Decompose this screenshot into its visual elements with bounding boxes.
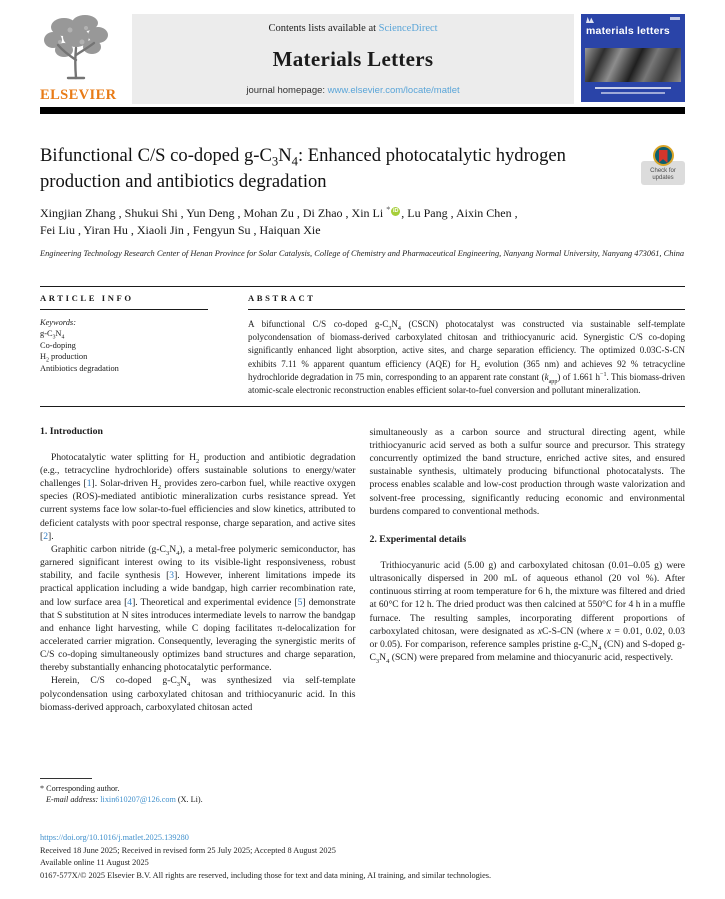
affiliation: Engineering Technology Research Center of Henan Province for Solar Catalysis, College of Chemistry and Pharmaceutical Engineering, Nanyang Normal University, Nanyang 473061, China [40, 249, 685, 259]
keywords-label: Keywords: [40, 317, 76, 327]
orcid-icon[interactable]: iD [393, 208, 399, 215]
abstract-text: A bifunctional C/S co-doped $g-C_3N_4$ (CSCN) photocatalyst was constructed via sustainable self-template polycondensation of biomass-derived carboxylated chitosan and trithiocyanuric acid. Synergistic C/S co-doping significantly enhanced light absorption, active sites, and charge separation efficiency. The optimized 0.03C-S-CN exhibits 7.11 % apparent quantum efficiency (AQE) for $H_2$ evolution (365 nm) and achieves 92 % tetracycline hydrochloride degradation in 75 min, corresponding to an apparent rate constant $(k_{app})$ of 1.661 $h^{-1}$. This biomass-driven atomic-scale electronic reconstruction enables efficient solar-to-fuel conversion and pollutant mineralization. [248, 318, 685, 396]
journal-title: Materials Letters [272, 47, 434, 71]
intro-paragraph-1: Photocatalytic water splitting for $H_2$ production and antibiotic degradation (e.g., tetracycline hydrochloride) offers sustainable solutions to energy/water challenges [1]. Solar-driven $H_2$ provides zero-carbon fuel, while reactive oxygen species (ROS)-mediated antibiotic mineralization curbs resistance spread. Yet current systems face low solar-to-fuel efficiencies and slow kinetics, attributed to deficient catalysts with poor spectral response, charge separation, and active sites [2]. [40, 451, 356, 542]
text-run: 4 [291, 154, 298, 169]
email-link[interactable]: lixin610207@126.com [100, 794, 176, 804]
intro-paragraph-3: Herein, C/S co-doped $g-C_3N_4$ was synthesized via self-template polycondensation using carboxylated chitosan and trithiocyanuric acid. In this biomass-derived approach, carboxylated chitosan acted [40, 675, 356, 713]
text-run: 3 [176, 681, 181, 689]
text-run: 2 [476, 365, 480, 372]
article-info-abstract-block [40, 286, 685, 407]
text-run: 4 [176, 549, 180, 557]
text-run: 3 [165, 549, 170, 557]
cover-logo-icon [586, 17, 594, 23]
text-run: 4 [598, 644, 602, 652]
author-list [40, 205, 685, 238]
doi-link[interactable]: https://doi.org/10.1016/j.matlet.2025.139280 [40, 832, 189, 842]
abstract-column [248, 293, 685, 406]
text-run: x [537, 625, 543, 637]
author-line-2: Fei Liu , Yiran Hu , Xiaoli Jin , Fengyun Su , Haiquan Xie [40, 222, 321, 237]
article-metadata [40, 832, 685, 882]
homepage-line: journal homepage: www.elsevier.com/locate/matlet [246, 85, 460, 96]
text-run: 4 [397, 325, 401, 332]
ref-3[interactable]: 3 [169, 570, 175, 582]
text-run: 2 [196, 457, 200, 465]
footnote-block [40, 778, 685, 805]
check-for-updates-button[interactable] [641, 145, 685, 194]
keyword: $H_2$ production [40, 352, 88, 364]
header-divider-bar [40, 107, 685, 114]
ref-1[interactable]: 1 [86, 478, 92, 490]
elsevier-tree-icon [40, 14, 112, 82]
ref-2[interactable]: 2 [43, 530, 48, 542]
check-for-updates-label: Check for updates [641, 161, 685, 185]
copyright-line: 0167-577X/© 2025 Elsevier B.V. All rights are reserved, including those for text and data mining, AI training, and similar technologies. [40, 870, 492, 880]
bookmark-icon [659, 150, 668, 163]
article-body [40, 426, 685, 775]
text-run: x [606, 625, 612, 637]
text-run: 3 [587, 644, 592, 652]
intro-paragraph-2: Graphitic carbon nitride $(g-C_3N_4)$, a metal-free polymeric semiconductor, has garnered significant interest owing to its visible-light responsiveness, robust stability, and facile synthesis [3]. However, inherent limitations impede its practical application including a wide bandgap, high carrier recombination rate, and low surface area [4]. Theoretical and experimental evidence [5] demonstrate that S substitution at N sites introduces intermediate levels to narrow the bandgap and enhance light harvesting, while C doping facilitates π-delocalization for accelerated carrier migration. Consequently, leveraging the synergistic merits of C/S co-doping simultaneously optimizes band structures and charge separation, thereby substantially enhancing photocatalytic performance. [40, 543, 356, 674]
received-dates: Received 18 June 2025; Received in revised form 25 July 2025; Accepted 8 August 2025 [40, 846, 336, 856]
right-column [370, 426, 686, 775]
text-run: E-mail address: [46, 794, 99, 804]
text-run: 3 [271, 154, 279, 169]
experimental-paragraph: Trithiocyanuric acid (5.00 g) and carboxylated chitosan (0.01–0.05 g) were ultrasonically dispersed in 200 mL of aqueous ethanol (20 vol %). After continuous stirring at room temperature for 6 h, the mixture was filtered and dried at 60°C for 12 h. The dried product was then calcined at 550°C for 4 h in a muffle furnace. The resulting samples, incorporating different proportions of carboxylated chitosan, were designated as xC-S-CN (where x = 0.01, 0.02, 0.03 or 0.05). For comparison, reference samples pristine $g-C_3N_4$ (CN) and S-doped $g-C_3N_4$ (SCN) were prepared from melamine and thiocyanuric acid, respectively. [369, 559, 685, 665]
keyword: Co-doping [40, 340, 76, 350]
left-column [40, 426, 356, 775]
keyword: $g-C_3N_4$ [40, 329, 65, 341]
section-heading-introduction: 1. Introduction [40, 425, 103, 437]
contents-line: Contents lists available at ScienceDirect [268, 23, 438, 34]
cover-microscopy-image [585, 48, 681, 82]
text-run: 4 [61, 334, 65, 341]
ref-4[interactable]: 4 [127, 596, 133, 608]
text-run: −1 [600, 372, 607, 378]
available-online: Available online 11 August 2025 [40, 858, 149, 868]
email-line: E-mail address: lixin610207@126.com (X. Li). [46, 794, 203, 804]
text-run: 2 [157, 484, 162, 492]
keyword: Antibiotics degradation [40, 363, 119, 373]
text-run: 3 [375, 657, 380, 665]
text-run: k [544, 372, 549, 382]
author-line-1: Xingjian Zhang , Shukui Shi , Yun Deng , Mohan Zu , Di Zhao , Xin Li * iD , Lu Pang , Aixin Chen , [40, 205, 518, 221]
journal-homepage-link[interactable]: www.elsevier.com/locate/matlet [327, 85, 460, 96]
continuation-paragraph: simultaneously as a carbon source and structural directing agent, while trithiocyanuric acid served as both a sulfur source and precursor. This strategy concurrently optimized the band structure, enriched active sites, and ensured sustainable synthesis, ultimately producing bifunctional photocatalysts. The process enables scalable and low-cost production through waste valorization and solvent-free processing, significantly reducing economic and environmental burdens compared to conventional methods. [369, 426, 685, 517]
article-info-heading: ARTICLE INFO [40, 293, 208, 310]
journal-header [40, 14, 685, 104]
cover-title: materials letters [586, 25, 670, 37]
corresponding-author-note: * Corresponding author. [40, 783, 120, 793]
ref-5[interactable]: 5 [297, 596, 303, 608]
cover-issn-mark [670, 17, 680, 20]
article-title: Bifunctional C/S co-doped $g-C_3N_4$: Enhanced photocatalytic hydrogen production and antibiotics degradation [40, 145, 566, 192]
corresponding-author-asterisk: * [386, 205, 391, 215]
cover-caption-line [595, 87, 671, 89]
journal-cover-thumbnail [581, 14, 685, 102]
text-run: 2 [46, 357, 49, 364]
keywords-block [40, 317, 208, 375]
text-run: 4 [187, 681, 191, 689]
text-run: 3 [52, 334, 56, 341]
footnote-divider [40, 778, 92, 779]
crossmark-icon [653, 145, 674, 166]
sciencedirect-link[interactable]: ScienceDirect [378, 23, 438, 34]
abstract-heading: ABSTRACT [248, 293, 685, 310]
section-heading-experimental: 2. Experimental details [369, 533, 467, 545]
elsevier-logo [40, 14, 132, 104]
article-info-column [40, 293, 208, 406]
cover-caption-line [601, 92, 665, 94]
elsevier-wordmark: ELSEVIER [40, 87, 117, 103]
text-run: app [548, 378, 558, 385]
journal-banner [132, 14, 574, 104]
text-run: 3 [388, 325, 392, 332]
text-run: 4 [386, 657, 390, 665]
